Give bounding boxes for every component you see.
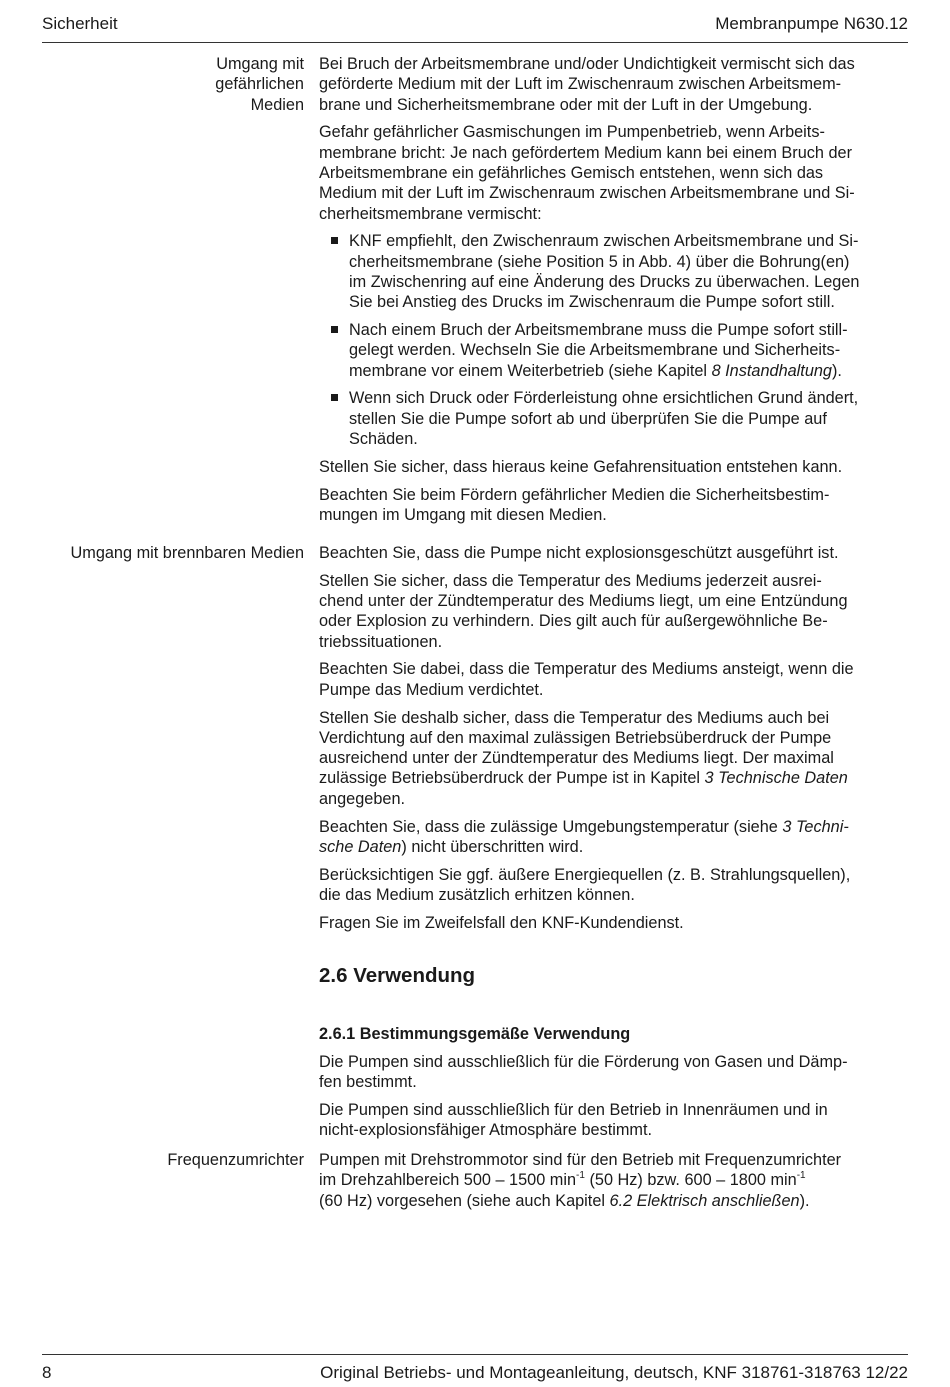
header-product-title: Membranpumpe N630.12: [715, 14, 908, 33]
paragraph: [319, 485, 909, 526]
text-line: Stellen Sie sicher, dass die Temperatur des Mediums jederzeit ausrei-: [319, 571, 822, 590]
text-line: triebssituationen.: [319, 632, 443, 651]
text-line: geförderte Medium mit der Luft im Zwischenraum zwischen Arbeitsmem-: [319, 75, 842, 94]
margin-label-line: gefährlichen: [215, 75, 304, 94]
text-line: Pumpen mit Drehstrommotor sind für den Betrieb mit Frequenzumrichter: [319, 1151, 842, 1169]
text-line: chend unter der Zündtemperatur des Mediums liegt, um eine Entzündung: [319, 592, 848, 611]
text-line: Arbeitsmembrane ein gefährliches Gemisch entstehen, wenn sich das: [319, 163, 824, 182]
text-line: Beachten Sie beim Fördern gefährlicher Medien die Sicherheitsbestim-: [319, 485, 830, 504]
paragraph: Stellen Sie sicher, dass hieraus keine Gefahrensituation entstehen kann.: [319, 457, 843, 476]
paragraph: [319, 865, 909, 906]
paragraph: [319, 817, 909, 858]
subsection-heading: 2.6.1 Bestimmungsgemäße Verwendung: [319, 1025, 631, 1043]
list-item: [319, 388, 909, 449]
section-flammable-media: [319, 543, 909, 941]
chapter-reference: 3 Techni-: [782, 817, 849, 836]
text-line: Sie bei Anstieg des Drucks im Zwischenraum die Pumpe sofort still.: [349, 293, 835, 312]
text-line: Gefahr gefährlicher Gasmischungen im Pumpenbetrieb, wenn Arbeits-: [319, 123, 825, 142]
list-item: [319, 320, 909, 381]
text-line: [319, 1191, 909, 1211]
bullet-square-icon: [331, 326, 338, 333]
margin-label-line: Medien: [250, 95, 304, 114]
paragraph: [319, 1052, 909, 1093]
section-intended-use-body: [319, 1052, 909, 1148]
text-line: [319, 817, 909, 837]
text-line: im Zwischenring auf eine Änderung des Drucks zu überwachen. Legen: [349, 272, 860, 291]
paragraph: [319, 122, 909, 223]
chapter-reference: 8 Instandhaltung: [711, 361, 832, 380]
paragraph: [319, 708, 909, 809]
text-run: zulässige Betriebsüberdruck der Pumpe ist in Kapitel: [319, 769, 705, 788]
text-run: ) nicht überschritten wird.: [401, 837, 584, 856]
page-header: [42, 14, 908, 43]
chapter-reference: sche Daten: [319, 837, 402, 856]
text-line: ausreichend unter der Zündtemperatur des Mediums liegt. Der maximal: [319, 749, 834, 768]
paragraph: Beachten Sie, dass die Pumpe nicht explosionsgeschützt ausgeführt ist.: [319, 544, 839, 562]
paragraph: [319, 659, 909, 700]
paragraph: Fragen Sie im Zweifelsfall den KNF-Kundendienst.: [319, 913, 684, 932]
text-line: [319, 768, 909, 788]
bullet-square-icon: [331, 394, 338, 401]
text-run: membrane vor einem Weiterbetrieb (siehe Kapitel: [349, 361, 712, 380]
text-run: ).: [831, 361, 842, 380]
document-title: Original Betriebs- und Montageanleitung, deutsch, KNF 318761-318763 12/22: [320, 1363, 908, 1382]
text-line: Stellen Sie deshalb sicher, dass die Temperatur des Mediums auch bei: [319, 708, 830, 727]
page-number: 8: [42, 1363, 52, 1382]
text-line: Berücksichtigen Sie ggf. äußere Energiequellen (z. B. Strahlungsquellen),: [319, 865, 851, 884]
text-line: [319, 837, 909, 857]
text-line: Beachten Sie dabei, dass die Temperatur des Mediums ansteigt, wenn die: [319, 660, 854, 679]
text-run: (60 Hz) vorgesehen (siehe auch Kapitel: [319, 1191, 610, 1210]
text-line: Wenn sich Druck oder Förderleistung ohne ersichtlichen Grund ändert,: [349, 389, 859, 408]
bullet-square-icon: [331, 237, 338, 244]
header-section-title: Sicherheit: [42, 14, 118, 33]
superscript: -1: [796, 1170, 806, 1182]
paragraph: [319, 1100, 909, 1141]
margin-label-flammable-media: Umgang mit brennbaren Medien: [70, 544, 304, 562]
page-footer: [42, 1354, 908, 1385]
text-line: oder Explosion zu verhindern. Dies gilt auch für außergewöhnliche Be-: [319, 612, 828, 631]
margin-label-frequency-converter: Frequenzumrichter: [167, 1151, 304, 1169]
text-line: angegeben.: [319, 789, 406, 808]
text-line: [319, 1170, 909, 1190]
paragraph: [319, 54, 909, 115]
section-heading: 2.6 Verwendung: [319, 964, 476, 987]
text-line: Medium mit der Luft im Zwischenraum zwischen Arbeitsmembrane und Si-: [319, 184, 855, 203]
text-line: stellen Sie die Pumpe sofort ab und überprüfen Sie die Pumpe auf: [349, 409, 827, 428]
text-line: Pumpe das Medium verdichtet.: [319, 680, 544, 699]
paragraph: [319, 1150, 909, 1211]
section-frequency-converter: [319, 1150, 909, 1218]
text-run: (50 Hz) bzw. 600 – 1800 min: [584, 1171, 797, 1190]
text-line: cherheitsmembrane (siehe Position 5 in Abb. 4) über die Bohrung(en): [349, 252, 850, 271]
text-line: Bei Bruch der Arbeitsmembrane und/oder Undichtigkeit vermischt sich das: [319, 55, 855, 73]
text-line: Verdichtung auf den maximal zulässigen Betriebsüberdruck der Pumpe: [319, 728, 832, 747]
text-line: cherheitsmembrane vermischt:: [319, 204, 542, 223]
subsection-intended-use: [319, 1024, 909, 1044]
text-line: die das Medium zusätzlich erhitzen können.: [319, 885, 635, 904]
margin-label-line: Umgang mit: [216, 55, 304, 73]
text-line: Nach einem Bruch der Arbeitsmembrane muss die Pumpe sofort still-: [349, 321, 848, 340]
text-line: [349, 361, 909, 381]
text-line: Die Pumpen sind ausschließlich für die Förderung von Gasen und Dämp-: [319, 1053, 848, 1071]
margin-label-hazardous-media: [215, 54, 304, 115]
paragraph: [319, 571, 909, 652]
text-line: gelegt werden. Wechseln Sie die Arbeitsmembrane und Sicherheits-: [349, 341, 841, 360]
text-line: brane und Sicherheitsmembrane oder mit der Luft in der Umgebung.: [319, 95, 813, 114]
section-heading-usage: [319, 966, 909, 986]
chapter-reference: 3 Technische Daten: [704, 769, 848, 788]
section-hazardous-media: [319, 54, 909, 533]
text-line: membrane bricht: Je nach gefördertem Medium kann bei einem Bruch der: [319, 143, 853, 162]
text-run: ).: [799, 1191, 810, 1210]
chapter-reference: 6.2 Elektrisch anschließen: [609, 1191, 800, 1210]
text-line: mungen im Umgang mit diesen Medien.: [319, 505, 607, 524]
text-run: im Drehzahlbereich 500 – 1500 min: [319, 1171, 577, 1190]
text-run: Beachten Sie, dass die zulässige Umgebungstemperatur (siehe: [319, 817, 783, 836]
superscript: -1: [576, 1170, 585, 1182]
list-item: [319, 231, 909, 312]
text-line: fen bestimmt.: [319, 1073, 417, 1092]
text-line: KNF empfiehlt, den Zwischenraum zwischen Arbeitsmembrane und Si-: [349, 232, 859, 251]
text-line: Schäden.: [349, 430, 418, 449]
text-line: Die Pumpen sind ausschließlich für den Betrieb in Innenräumen und in: [319, 1101, 828, 1120]
bullet-list: [319, 231, 909, 449]
text-line: nicht-explosionsfähiger Atmosphäre bestimmt.: [319, 1121, 653, 1140]
